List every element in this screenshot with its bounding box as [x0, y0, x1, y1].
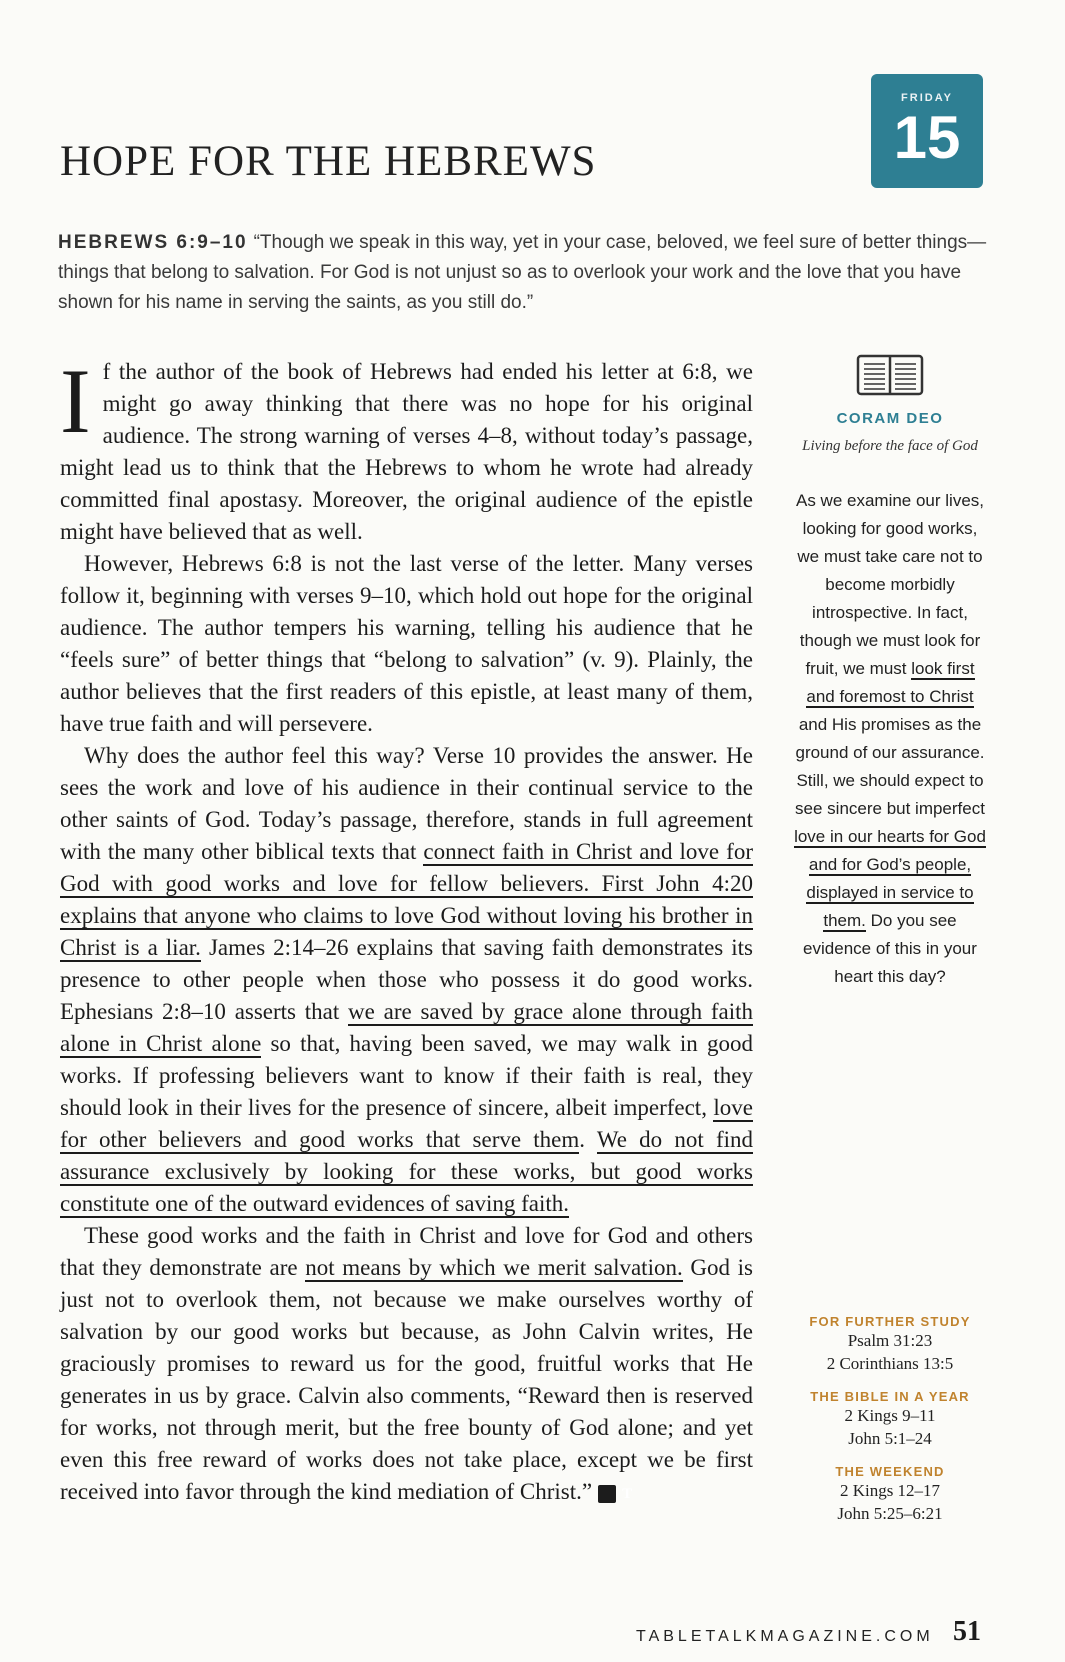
page-number: 51 [953, 1616, 981, 1647]
open-book-icon [854, 352, 926, 398]
date-badge [871, 74, 983, 188]
badge-date: 15 [893, 104, 961, 171]
underlined-text: We do not find assurance exclusively by looking for these works, but good works constitute one of the outward evidences of saving faith. [60, 1127, 753, 1216]
weekend-heading: THE WEEKEND [835, 1464, 945, 1479]
paragraph-4 [60, 1220, 753, 1508]
badge-day: FRIDAY [901, 92, 953, 104]
text-run: As we examine our lives, looking for good works, we must take care not to become morbidly introspective. In fact, though we must look for fruit, we must [795, 491, 985, 678]
paragraph-1 [60, 350, 753, 548]
further-study-ref: 2 Corinthians 13:5 [826, 1354, 954, 1373]
underlined-text: look first and foremost to Christ [806, 659, 975, 706]
page-title: HOPE FOR THE HEBREWS [60, 137, 597, 185]
bible-in-a-year-ref: 2 Kings 9–11 [844, 1406, 936, 1425]
underlined-text: connect faith in Christ and love for God with good works and love for fellow believers. First John 4:20 explains that anyone who claims to love God without loving his brother in Christ is a liar. [60, 839, 753, 960]
article-body [60, 350, 753, 1508]
bible-in-a-year-heading: THE BIBLE IN A YEAR [810, 1389, 970, 1404]
paragraph-1-text: f the author of the book of Hebrews had ended his letter at 6:8, we might go away thinking that there was no hope for his original audience. The strong warning of verses 4–8, without today’s passage, might lead us to think that the Hebrews to whom he wrote had already committed final apostasy. Moreover, the original audience of the epistle might have believed that as well. [60, 359, 753, 544]
scripture-reference: HEBREWS 6:9–10 [58, 232, 248, 253]
text-run: Do you see evidence of this in your heart this day? [803, 911, 977, 986]
text-run: God is just not to overlook them, not because we make ourselves worthy of salvation by our good works but because, as John Calvin writes, He graciously promises to reward us for the good, fruitful works that He generates in us by grace. Calvin also comments, “Reward then is reserved for works, not through merit, but the free bounty of God alone; and yet even this free reward of works does not take place, except we be first received into favor through the kind mediation of Christ.” [60, 1255, 753, 1504]
further-study-heading: FOR FURTHER STUDY [809, 1314, 971, 1329]
tabletalk-end-mark: T [598, 1485, 616, 1503]
coram-deo-text [790, 487, 990, 991]
text-run: These good works and the faith in Christ and love for God and others that they demonstrate are [60, 1223, 753, 1280]
scripture-passage [58, 228, 988, 318]
text-run: James 2:14–26 explains that saving faith demonstrates its presence to other people when those who possess it do good works. Ephesians 2:8–10 asserts that [60, 935, 753, 1024]
weekend-ref: 2 Kings 12–17 [839, 1481, 941, 1500]
bible-in-a-year-ref: John 5:1–24 [848, 1429, 932, 1448]
footer-site: TABLETALKMAGAZINE.COM [636, 1628, 934, 1645]
further-study-ref: Psalm 31:23 [847, 1331, 933, 1350]
coram-deo-sidebar [790, 352, 990, 991]
text-run: . [579, 1127, 597, 1152]
paragraph-2: However, Hebrews 6:8 is not the last verse of the letter. Many verses follow it, beginning with verses 9–10, which hold out hope for the original audience. The author tempers his warning, telling his audience that he “feels sure” of better things that “belong to salvation” (v. 9). Plainly, the author believes that the first readers of this epistle, at least many of them, have true faith and will persevere. [60, 551, 753, 736]
underlined-text: love for other believers and good works that serve them [60, 1095, 753, 1152]
coram-deo-subtitle: Living before the face of God [802, 438, 978, 454]
underlined-text: not means by which we merit salvation. [305, 1255, 683, 1280]
paragraph-3 [60, 740, 753, 1220]
coram-deo-title: CORAM DEO [836, 410, 944, 427]
weekend-ref: John 5:25–6:21 [837, 1504, 943, 1523]
drop-cap: I [60, 350, 91, 452]
further-study-box [790, 1314, 990, 1525]
underlined-text: love in our hearts for God and for God’s people, displayed in service to them. [794, 827, 986, 930]
scripture-text: “Though we speak in this way, yet in your case, beloved, we feel sure of better things—things that belong to salvation. For God is not unjust so as to overlook your work and the love that you have shown for his name in serving the saints, as you still do.” [58, 232, 987, 313]
text-run: and His promises as the ground of our assurance. Still, we should expect to see sincere but imperfect [795, 715, 985, 818]
text-run: so that, having been saved, we may walk in good works. If professing believers want to know if their faith is real, they should look in their lives for the presence of sincere, albeit imperfect, [60, 1031, 753, 1120]
text-run: Why does the author feel this way? Verse 10 provides the answer. He sees the work and love of his audience in their continual service to the other saints of God. Today’s passage, therefore, stands in full agreement with the many other biblical texts that [60, 743, 753, 864]
underlined-text: we are saved by grace alone through faith alone in Christ alone [60, 999, 753, 1056]
